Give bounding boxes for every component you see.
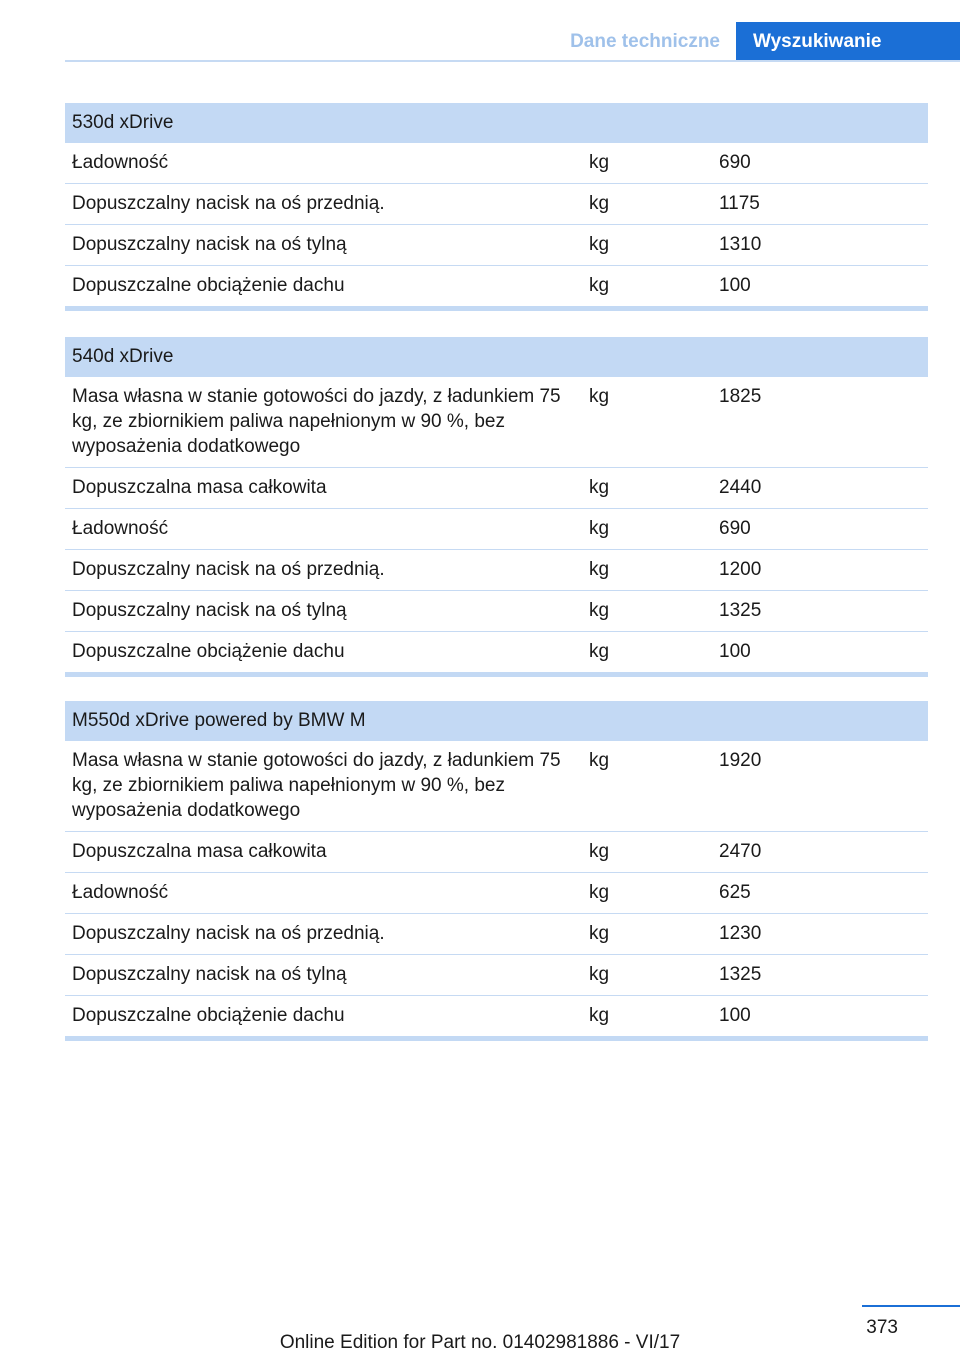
row-label: Dopuszczalny nacisk na oś przednią. [72,923,385,944]
row-value: 1325 [719,964,762,985]
row-label: Dopuszczalny nacisk na oś przednią. [72,559,385,580]
row-unit: kg [589,600,610,621]
section-bottom-rule [65,306,928,311]
page-number: 373 [866,1317,898,1338]
row-label: Dopuszczalny nacisk na oś tylną [72,234,347,255]
row-unit: kg [589,234,610,255]
row-value: 100 [719,275,751,296]
table-row [65,996,928,1036]
row-value: 1920 [719,750,762,771]
row-unit: kg [589,275,610,296]
table-row [65,143,928,184]
row-label: Ładowność [72,152,169,173]
row-value: 1310 [719,234,762,255]
row-value: 690 [719,152,751,173]
table-row [65,914,928,955]
row-value: 625 [719,882,751,903]
row-label: Dopuszczalny nacisk na oś tylną [72,600,347,621]
row-value: 1175 [719,193,760,214]
row-unit: kg [589,750,610,771]
row-unit: kg [589,386,610,407]
row-value: 1325 [719,600,762,621]
row-value: 100 [719,1005,751,1026]
row-value: 1200 [719,559,762,580]
row-unit: kg [589,559,610,580]
row-unit: kg [589,477,610,498]
row-label: Masa własna w stanie gotowości do jazdy, z ładunkiem 75 kg, ze zbiornikiem paliwa napełnionym w 90 %, bez wyposażenia dodatkowego [72,750,561,821]
row-label: Ładowność [72,882,169,903]
table-row [65,832,928,873]
header-divider [65,60,960,62]
row-label: Masa własna w stanie gotowości do jazdy, z ładunkiem 75 kg, ze zbiornikiem paliwa napełnionym w 90 %, bez wyposażenia dodatkowego [72,386,561,457]
table-row [65,873,928,914]
row-value: 2440 [719,477,762,498]
row-unit: kg [589,841,610,862]
row-label: Dopuszczalny nacisk na oś przednią. [72,193,385,214]
row-unit: kg [589,882,610,903]
table-row [65,184,928,225]
row-unit: kg [589,964,610,985]
row-value: 2470 [719,841,762,862]
row-label: Dopuszczalny nacisk na oś tylną [72,964,347,985]
row-value: 100 [719,641,751,662]
section-title: M550d xDrive powered by BMW M [65,701,928,741]
section-bottom-rule [65,1036,928,1041]
section-title: 540d xDrive [65,337,928,377]
table-row [65,741,928,832]
row-unit: kg [589,1005,610,1026]
row-unit: kg [589,152,610,173]
spec-table-540d [65,337,928,677]
row-label: Ładowność [72,518,169,539]
table-row [65,377,928,468]
page-number-rule [862,1305,960,1307]
row-unit: kg [589,641,610,662]
row-label: Dopuszczalna masa całkowita [72,477,327,498]
table-row [65,591,928,632]
row-value: 690 [719,518,751,539]
row-label: Dopuszczalne obciążenie dachu [72,1005,345,1026]
row-value: 1825 [719,386,762,407]
row-label: Dopuszczalne obciążenie dachu [72,275,345,296]
section-bottom-rule [65,672,928,677]
table-row [65,632,928,672]
row-unit: kg [589,923,610,944]
section-title: 530d xDrive [65,103,928,143]
spec-table-530d [65,103,928,311]
table-row [65,468,928,509]
footer-edition: Online Edition for Part no. 01402981886 - VI/17 [279,1332,681,1353]
spec-table-m550d [65,701,928,1041]
table-row [65,550,928,591]
row-label: Dopuszczalne obciążenie dachu [72,641,345,662]
table-row [65,225,928,266]
row-value: 1230 [719,923,762,944]
table-row [65,509,928,550]
tab-dane-techniczne[interactable]: Dane techniczne [570,31,720,52]
table-row [65,955,928,996]
tab-wyszukiwanie[interactable]: Wyszukiwanie [736,22,960,62]
table-row [65,266,928,306]
row-unit: kg [589,518,610,539]
row-unit: kg [589,193,610,214]
row-label: Dopuszczalna masa całkowita [72,841,327,862]
